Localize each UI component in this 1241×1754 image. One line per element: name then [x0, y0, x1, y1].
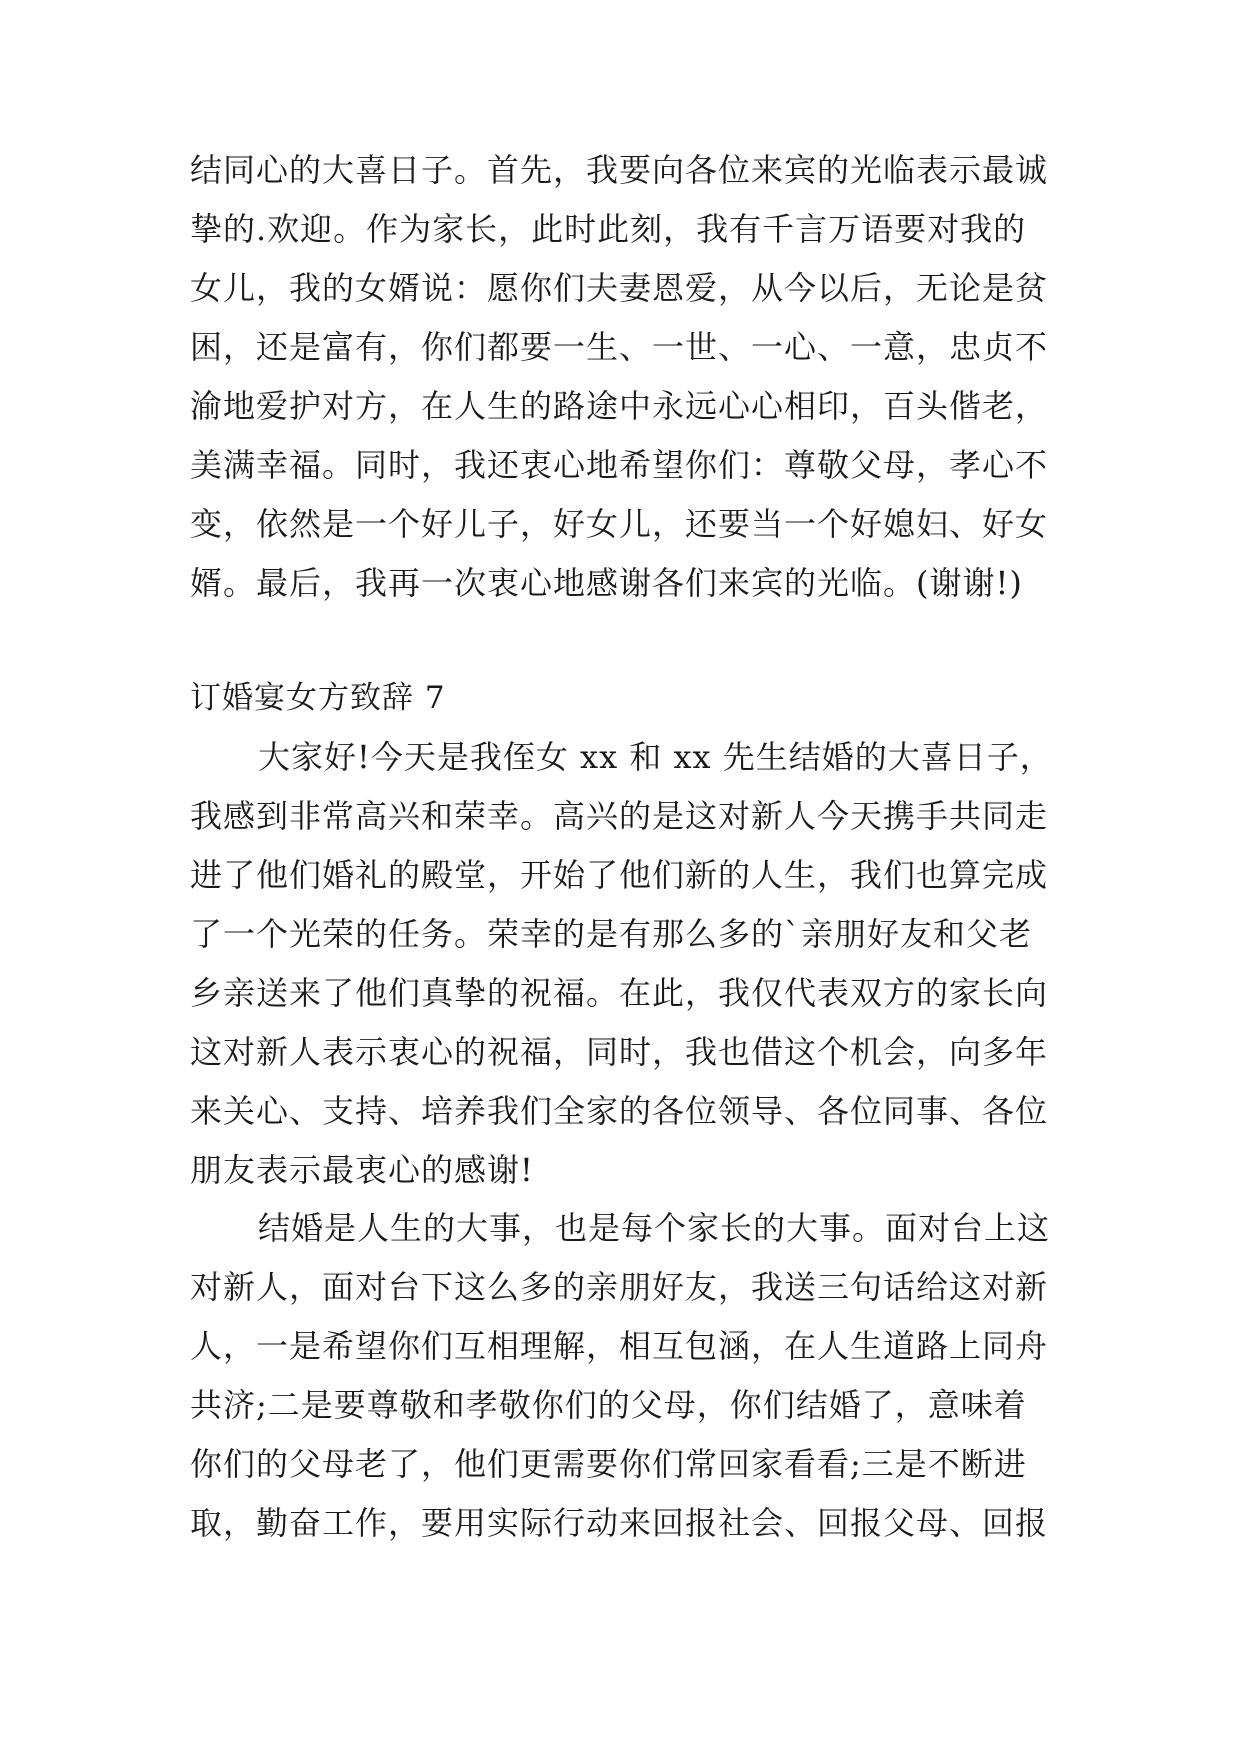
text-line: 这对新人表示衷心的祝福，同时，我也借这个机会，向多年	[190, 1033, 1049, 1071]
text-line: 来关心、支持、培养我们全家的各位领导、各位同事、各位	[190, 1092, 1049, 1130]
section-title: 订婚宴女方致辞 7	[190, 680, 446, 716]
text-line: 我感到非常高兴和荣幸。高兴的是这对新人今天携手共同走	[190, 797, 1049, 835]
text-line: 朋友表示最衷心的感谢!	[190, 1151, 534, 1189]
text-line: 渝地爱护对方，在人生的路途中永远心心相印，百头偕老，	[190, 387, 1049, 425]
text-line: 取，勤奋工作，要用实际行动来回报社会、回报父母、回报	[190, 1504, 1049, 1542]
text-line: 共济;二是要尊敬和孝敬你们的父母，你们结婚了，意味着	[190, 1386, 1027, 1424]
text-line: 美满幸福。同时，我还衷心地希望你们：尊敬父母，孝心不	[190, 446, 1049, 484]
text-line: 进了他们婚礼的殿堂，开始了他们新的人生，我们也算完成	[190, 856, 1049, 894]
text-line: 对新人，面对台下这么多的亲朋好友，我送三句话给这对新	[190, 1268, 1049, 1306]
text-line: 了一个光荣的任务。荣幸的是有那么多的`亲朋好友和父老	[190, 915, 1033, 953]
text-line: 结婚是人生的大事，也是每个家长的大事。面对台上这	[258, 1209, 1051, 1247]
text-line: 挚的.欢迎。作为家长，此时此刻，我有千言万语要对我的	[190, 210, 1027, 248]
text-line: 变，依然是一个好儿子，好女儿，还要当一个好媳妇、好女	[190, 505, 1049, 543]
text-line: 结同心的大喜日子。首先，我要向各位来宾的光临表示最诚	[190, 151, 1049, 189]
text-line: 你们的父母老了，他们更需要你们常回家看看;三是不断进	[190, 1445, 1027, 1483]
text-line: 困，还是富有，你们都要一生、一世、一心、一意，忠贞不	[190, 328, 1049, 366]
text-line: 大家好!今天是我侄女 xx 和 xx 先生结婚的大喜日子，	[258, 738, 1053, 776]
text-line: 人，一是希望你们互相理解，相互包涵，在人生道路上同舟	[190, 1327, 1049, 1365]
text-line: 女儿，我的女婿说：愿你们夫妻恩爱，从今以后，无论是贫	[190, 269, 1049, 307]
text-line: 婿。最后，我再一次衷心地感谢各们来宾的光临。(谢谢!)	[190, 564, 1023, 602]
text-line: 乡亲送来了他们真挚的祝福。在此，我仅代表双方的家长向	[190, 974, 1049, 1012]
